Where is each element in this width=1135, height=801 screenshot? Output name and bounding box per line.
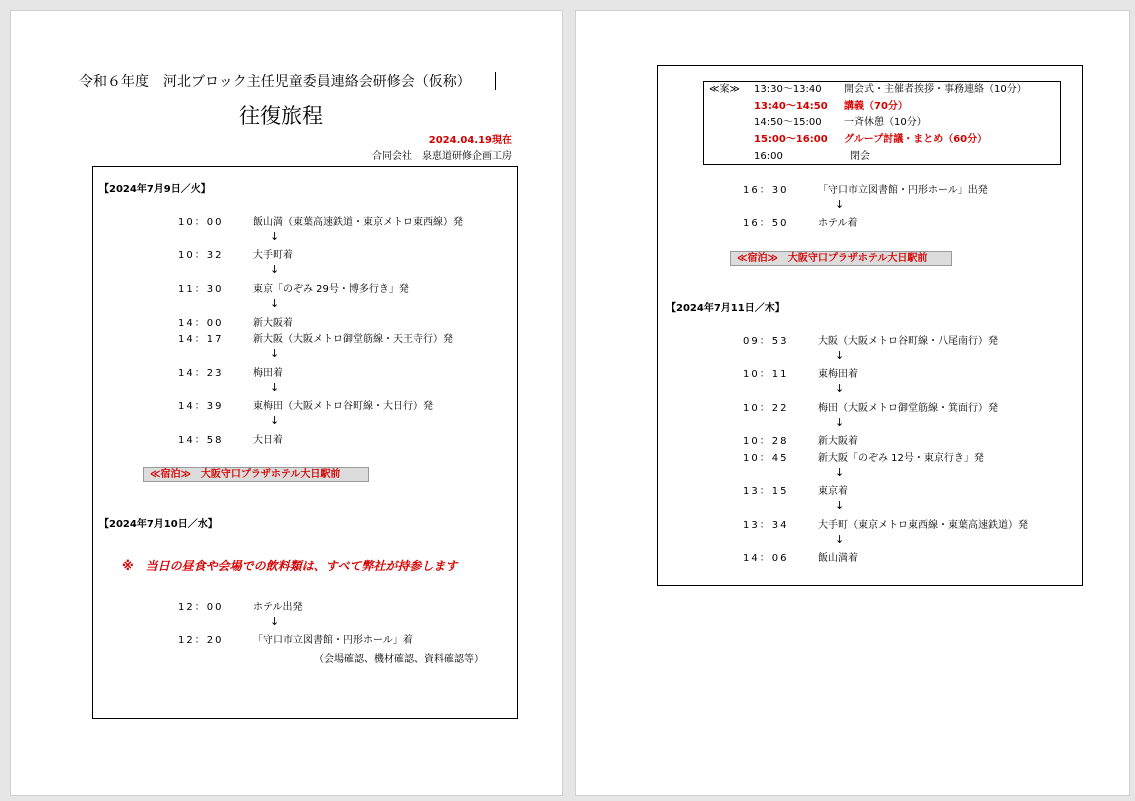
day1-row-desc: 新大阪（大阪メトロ御堂筋線・天王寺行）発 (253, 334, 453, 345)
day3-row-desc: 梅田（大阪メトロ御堂筋線・箕面行）発 (818, 403, 998, 414)
day3-row-desc: 東京着 (818, 486, 848, 497)
day1-row-desc: 大日着 (253, 435, 283, 446)
event-title-line: 令和６年度 河北ブロック主任児童委員連絡会研修会（仮称） (79, 74, 471, 90)
day2-header: 【2024年7月10日／水】 (99, 519, 218, 530)
day3-row-time: 13：34 (743, 520, 789, 531)
day3-row-desc: 新大阪着 (818, 436, 858, 447)
plan-time: 14:50～15:00 (754, 117, 822, 128)
down-arrow-icon: ↓ (835, 198, 845, 211)
day1-row-desc: 飯山満（東葉高速鉄道・東京メトロ東西線）発 (253, 217, 463, 228)
down-arrow-icon: ↓ (835, 416, 845, 429)
page-heading: 往復旅程 (239, 104, 323, 128)
day1-row-desc: 新大阪着 (253, 318, 293, 329)
text-cursor (495, 72, 496, 90)
down-arrow-icon: ↓ (835, 382, 845, 395)
plan-item: グループ討議・まとめ（60分） (844, 134, 988, 145)
day3-row-desc: 東梅田着 (818, 369, 858, 380)
down-arrow-icon: ↓ (270, 615, 280, 628)
plan-time: 13:40～14:50 (754, 101, 828, 112)
down-arrow-icon: ↓ (835, 533, 845, 546)
day2-row-desc: ホテル出発 (253, 602, 303, 613)
day3-row-time: 10：45 (743, 453, 789, 464)
day3-row-time: 13：15 (743, 486, 789, 497)
down-arrow-icon: ↓ (270, 381, 280, 394)
day2-row-desc: 「守口市立図書館・円形ホール」着 (253, 635, 413, 646)
day3-row-time: 10：28 (743, 436, 789, 447)
plan-time: 16:00 (754, 151, 783, 162)
day1-stay-banner: ≪宿泊≫ 大阪守口プラザホテル大日駅前 (143, 467, 369, 482)
down-arrow-icon: ↓ (835, 499, 845, 512)
day1-row-desc: 東京「のぞみ 29号・博多行き」発 (253, 284, 409, 295)
down-arrow-icon: ↓ (835, 349, 845, 362)
day1-row-time: 14：23 (178, 368, 224, 379)
plan-time: 13:30～13:40 (754, 84, 822, 95)
day1-row-desc: 梅田着 (253, 368, 283, 379)
day3-row-time: 14：06 (743, 553, 789, 564)
day2-stay-banner: ≪宿泊≫ 大阪守口プラザホテル大日駅前 (730, 251, 952, 266)
down-arrow-icon: ↓ (835, 466, 845, 479)
day1-row-time: 14：39 (178, 401, 224, 412)
plan-item: 一斉休憩（10分） (844, 117, 927, 128)
plan-item: 講義（70分） (844, 101, 908, 112)
day2-row-time: 12：20 (178, 635, 224, 646)
plan-label: ≪案≫ (709, 84, 740, 95)
down-arrow-icon: ↓ (270, 230, 280, 243)
day1-row-time: 14：17 (178, 334, 224, 345)
down-arrow-icon: ↓ (270, 347, 280, 360)
day3-row-time: 10：22 (743, 403, 789, 414)
day3-row-time: 09：53 (743, 336, 789, 347)
day3-row-desc: 飯山満着 (818, 553, 858, 564)
as-of-date: 2024.04.19現在 (428, 135, 512, 146)
day1-row-desc: 大手町着 (253, 250, 293, 261)
company-name: 合同会社 泉恵道研修企画工房 (372, 151, 512, 162)
down-arrow-icon: ↓ (270, 263, 280, 276)
day3-header: 【2024年7月11日／木】 (666, 303, 785, 314)
day1-row-time: 14：58 (178, 435, 224, 446)
day2cont-row-time: 16：30 (743, 185, 789, 196)
plan-item: 開会式・主催者挨拶・事務連絡（10分） (844, 84, 1027, 95)
day3-row-desc: 新大阪「のぞみ 12号・東京行き」発 (818, 453, 984, 464)
day2cont-row-desc: 「守口市立図書館・円形ホール」出発 (818, 185, 988, 196)
day1-header: 【2024年7月9日／火】 (99, 184, 211, 195)
day1-row-time: 10：32 (178, 250, 224, 261)
day2-row-time: 12：00 (178, 602, 224, 613)
day2-notice: ※ 当日の昼食や会場での飲料類は、すべて弊社が持参します (122, 559, 458, 573)
document-page-1 (10, 10, 563, 796)
plan-time: 15:00～16:00 (754, 134, 828, 145)
day1-row-desc: 東梅田（大阪メトロ谷町線・大日行）発 (253, 401, 433, 412)
day3-row-desc: 大手町（東京メトロ東西線・東葉高速鉄道）発 (818, 520, 1028, 531)
document-page-2 (575, 10, 1130, 796)
down-arrow-icon: ↓ (270, 414, 280, 427)
day1-row-time: 10：00 (178, 217, 224, 228)
day3-row-time: 10：11 (743, 369, 789, 380)
day2cont-row-desc: ホテル着 (818, 218, 858, 229)
down-arrow-icon: ↓ (270, 297, 280, 310)
day2-note: （会場確認、機材確認、資料確認等） (314, 654, 484, 665)
day3-row-desc: 大阪（大阪メトロ谷町線・八尾南行）発 (818, 336, 998, 347)
plan-item: 閉会 (850, 151, 870, 162)
day1-row-time: 14：00 (178, 318, 224, 329)
day2cont-row-time: 16：50 (743, 218, 789, 229)
day1-row-time: 11：30 (178, 284, 224, 295)
